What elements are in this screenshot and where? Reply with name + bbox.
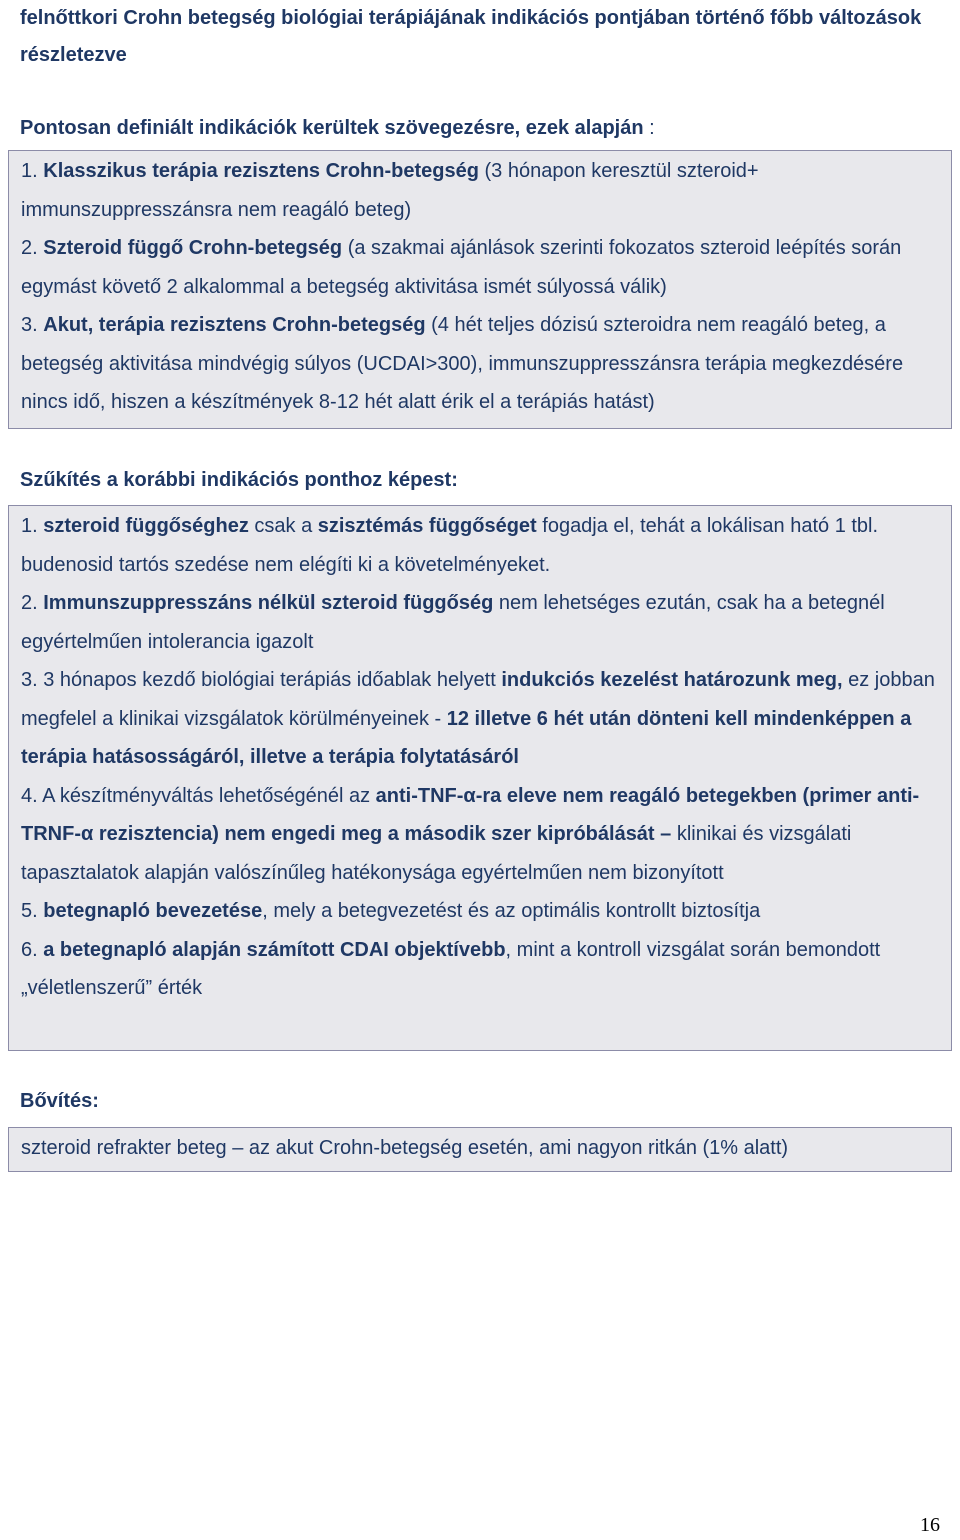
- indication-item-2: 2. Szteroid függő Crohn-betegség (a szakmai ajánlások szerinti fokozatos szteroid leépítés során egymást követő 2 alkalommal a betegség aktivitása ismét súlyossá válik): [21, 237, 902, 298]
- indication-2-desc: (a szakmai ajánlások szerinti fokozatos szteroid leépítés során egymást követő 2 alkalommal a betegség aktivitása ismét súlyossá válik): [21, 237, 902, 298]
- narrowing-item-5: 5. betegnapló bevezetése, mely a betegvezetést és az optimális kontrollt biztosítja: [21, 900, 761, 922]
- narrowing-item-3: 3. 3 hónapos kezdő biológiai terápiás időablak helyett indukciós kezelést határozunk meg, ez jobban megfelel a klinikai vizsgálatok körülményeinek - 12 illetve 6 hét után dönteni kell mindenképpen a terápia hatásosságáról, illetve a terápia folytatásáról: [21, 669, 935, 768]
- intro-line: [20, 110, 655, 146]
- page-number: 16: [920, 1514, 940, 1536]
- narrowing-item-1: 1. szteroid függőséghez csak a szisztémás függőséget fogadja el, tehát a lokálisan ható 1 tbl. budenosid tartós szedése nem elégíti ki a követelményeket.: [21, 515, 879, 576]
- narrowing-item-6: 6. a betegnapló alapján számított CDAI objektívebb, mint a kontroll vizsgálat során bemondott „véletlenszerű” érték: [21, 938, 881, 999]
- expansion-box: [8, 1127, 952, 1172]
- intro-colon: :: [643, 117, 655, 139]
- narrowing-heading: Szűkítés a korábbi indikációs ponthoz képest:: [20, 469, 458, 491]
- expansion-heading: Bővítés:: [20, 1090, 99, 1112]
- indication-item-1: 1. Klasszikus terápia rezisztens Crohn-betegség (3 hónapon keresztül szteroid+ immunszuppresszánsra nem reagáló beteg): [21, 160, 759, 221]
- intro-text: Pontosan definiált indikációk kerültek szövegezésre, ezek alapján: [20, 117, 644, 139]
- narrowing-item-2: 2. Immunszuppresszáns nélkül szteroid függőség nem lehetséges ezután, csak ha a betegnél egyértelműen intolerancia igazolt: [21, 592, 885, 653]
- indication-1-title: Klasszikus terápia rezisztens Crohn-betegség: [43, 160, 479, 182]
- expansion-text: szteroid refrakter beteg – az akut Crohn-betegség esetén, ami nagyon ritkán (1% alatt): [21, 1137, 789, 1159]
- indications-box: [8, 150, 952, 429]
- narrowing-box: [8, 505, 952, 1051]
- document-title: felnőttkori Crohn betegség biológiai terápiájának indikációs pontjában történő főbb változások részletezve: [20, 7, 922, 66]
- indication-3-desc: (4 hét teljes dózisú szteroidra nem reagáló beteg, a betegség aktivitása mindvégig súlyos (UCDAI>300), immunszuppresszánsra terápia megkezdésére nincs idő, hiszen a készítmények 8-12 hét alatt érik el a terápiás hatást): [21, 314, 904, 413]
- indication-2-title: Szteroid függő Crohn-betegség: [43, 237, 343, 259]
- indication-3-title: Akut, terápia rezisztens Crohn-betegség: [43, 314, 426, 336]
- indication-1-desc: (3 hónapon keresztül szteroid+ immunszuppresszánsra nem reagáló beteg): [21, 160, 759, 221]
- indication-item-3: 3. Akut, terápia rezisztens Crohn-betegség (4 hét teljes dózisú szteroidra nem reagáló beteg, a betegség aktivitása mindvégig súlyos (UCDAI>300), immunszuppresszánsra terápia megkezdésére nincs idő, hiszen a készítmények 8-12 hét alatt érik el a terápiás hatást): [21, 314, 904, 413]
- narrowing-item-4: 4. A készítményváltás lehetőségénél az anti-TNF-α-ra eleve nem reagáló betegekben (primer anti-TRNF-α rezisztencia) nem engedi meg a második szer kipróbálását – klinikai és vizsgálati tapasztalatok alapján valószínűleg hatékonysága egyértelműen nem bizonyított: [21, 784, 920, 884]
